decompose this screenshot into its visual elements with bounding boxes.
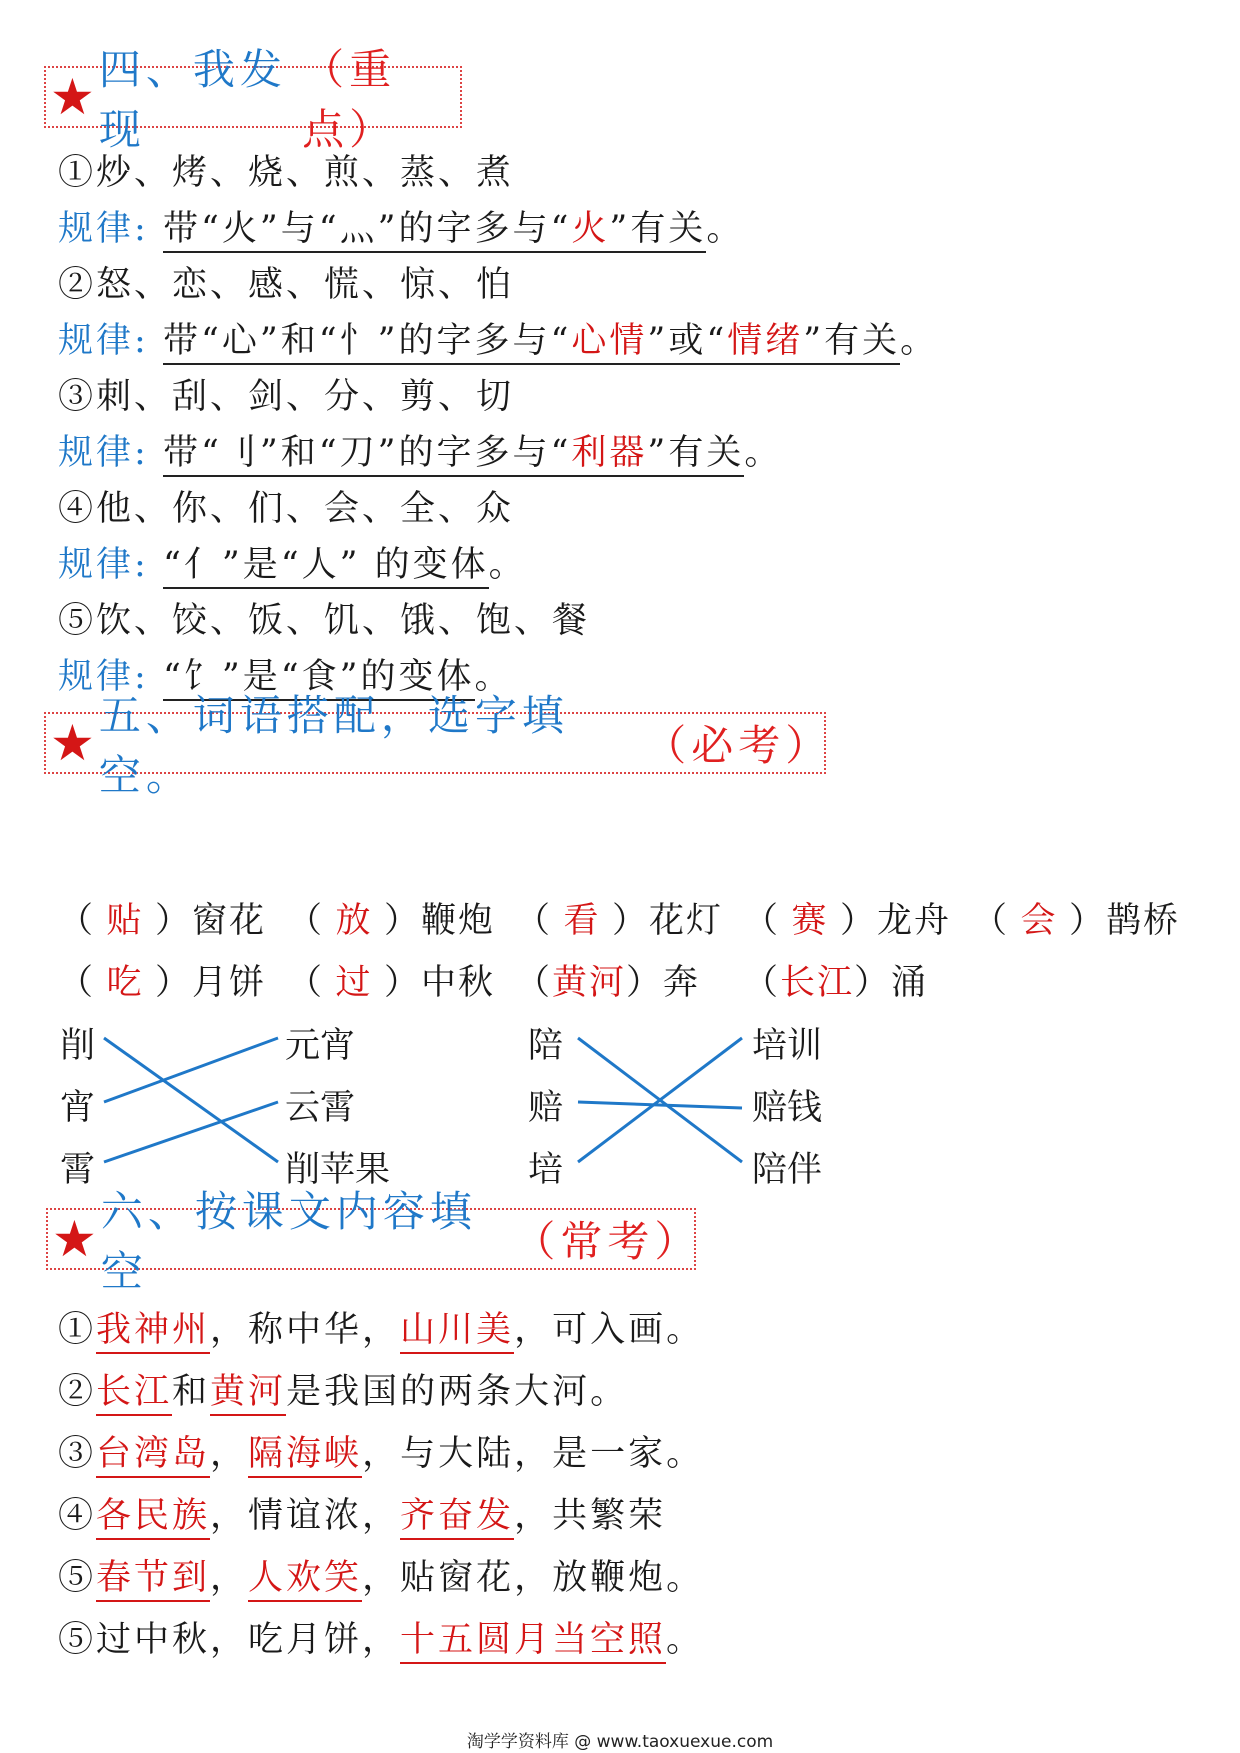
- rule-text: “饣”是“食”的变体: [163, 657, 475, 701]
- star-icon: ★: [50, 68, 95, 126]
- section-title: 五、词语搭配，选字填空。: [98, 691, 569, 800]
- rule-label: 规律:: [58, 545, 149, 585]
- section-tag: （重点）: [302, 45, 397, 154]
- char-group-3: ③刺、刮、剑、分、剪、切: [58, 377, 515, 417]
- line-text: ，贴窗花，放鞭炮。: [362, 1558, 705, 1598]
- char-group-5: ⑤饮、饺、饭、饥、饿、饱、餐: [58, 601, 591, 641]
- section4-header: [44, 45, 462, 154]
- recitation-line: [58, 1615, 704, 1665]
- section6-header: [46, 1187, 702, 1296]
- fill-item: （ 看 ）花灯: [515, 901, 724, 941]
- line-text: ，与大陆，是一家。: [362, 1434, 705, 1474]
- recitation-line: [58, 1553, 704, 1603]
- rule-2: 规律: 带“心”和“忄”的字多与“心情”或“情绪”有关。: [58, 316, 938, 366]
- answer-text: 十五圆月当空照: [400, 1620, 666, 1664]
- match-line: [578, 1038, 742, 1162]
- char-group-1: ①炒、烤、烧、煎、蒸、煮: [58, 153, 515, 193]
- answer-text: 山川美: [400, 1310, 514, 1354]
- match-right-word: 培训: [752, 1026, 823, 1066]
- rule-label: 规律:: [58, 433, 149, 473]
- match-line: [104, 1038, 278, 1102]
- fill-item: （长江）涌: [743, 963, 929, 1003]
- match-right-word: 元宵: [285, 1026, 356, 1066]
- answer-text: 我神州: [96, 1310, 210, 1354]
- char-group-4: ④他、你、们、会、全、众: [58, 489, 515, 529]
- line-text: ，: [210, 1558, 249, 1598]
- match-left-char: 赔: [528, 1088, 564, 1128]
- char-group-2: ②怒、恋、感、慌、惊、怕: [58, 265, 515, 305]
- rule-4: 规律: “亻”是“人” 的变体。: [58, 540, 527, 590]
- match-line: [578, 1102, 742, 1108]
- section-tag: （常考）: [513, 1217, 702, 1266]
- answer-text: 台湾岛: [96, 1434, 210, 1478]
- star-icon: ★: [52, 1210, 97, 1268]
- rule-1: 规律: 带“火”与“灬”的字多与“火”有关。: [58, 204, 744, 254]
- match-line: [104, 1102, 278, 1162]
- line-text: ，共繁荣: [514, 1496, 667, 1536]
- match-right-word: 赔钱: [752, 1088, 823, 1128]
- fill-item: （ 放 ）鞭炮: [287, 901, 496, 941]
- rule-text: “亻”是“人” 的变体: [163, 545, 489, 589]
- section5-header: [44, 691, 833, 800]
- recitation-line: [58, 1367, 628, 1417]
- rule-text: 带“心”和“忄”的字多与“心情”或“情绪”有关: [163, 321, 900, 365]
- rule-5: 规律: “饣”是“食”的变体。: [58, 652, 513, 702]
- section-title: 四、我发现: [98, 45, 287, 154]
- answer-text: 春节到: [96, 1558, 210, 1602]
- line-number: ⑤: [58, 1620, 97, 1660]
- line-number: ②: [58, 1372, 97, 1412]
- line-number: ③: [58, 1434, 97, 1474]
- line-text: ，情谊浓，: [210, 1496, 401, 1536]
- section-title: 六、按课文内容填空: [100, 1187, 477, 1296]
- match-left-char: 培: [528, 1150, 564, 1190]
- answer-text: 人欢笑: [248, 1558, 362, 1602]
- answer-text: 各民族: [96, 1496, 210, 1540]
- recitation-line: [58, 1491, 666, 1541]
- match-right-word: 削苹果: [285, 1150, 391, 1190]
- answer-text: 长江: [96, 1372, 172, 1416]
- line-number: ①: [58, 1310, 97, 1350]
- line-number: ⑤: [58, 1558, 97, 1598]
- match-left-char: 削: [60, 1026, 96, 1066]
- fill-item: （ 赛 ）龙舟: [743, 901, 952, 941]
- rule-label: 规律:: [58, 321, 149, 361]
- line-number: ④: [58, 1496, 97, 1536]
- star-icon: ★: [50, 714, 95, 772]
- match-right-word: 陪伴: [752, 1150, 823, 1190]
- line-text: 。: [666, 1620, 705, 1660]
- match-line: [578, 1038, 742, 1162]
- line-text: ，: [210, 1434, 249, 1474]
- line-text: ，称中华，: [210, 1310, 401, 1350]
- match-left-char: 霄: [60, 1150, 96, 1190]
- rule-text: 带“火”与“灬”的字多与“火”有关: [163, 209, 706, 253]
- line-text: 是我国的两条大河。: [286, 1372, 629, 1412]
- recitation-line: [58, 1429, 704, 1479]
- rule-label: 规律:: [58, 657, 149, 697]
- fill-item: （ 会 ）鹊桥: [972, 901, 1181, 941]
- fill-item: （黄河）奔: [515, 963, 701, 1003]
- answer-text: 隔海峡: [248, 1434, 362, 1478]
- rule-3: 规律: 带“刂”和“刀”的字多与“利器”有关。: [58, 428, 782, 478]
- line-text: ，可入画。: [514, 1310, 705, 1350]
- line-text: 和: [172, 1372, 211, 1412]
- answer-text: 黄河: [210, 1372, 286, 1416]
- recitation-line: [58, 1305, 704, 1355]
- match-left-char: 宵: [60, 1088, 96, 1128]
- match-right-word: 云霄: [285, 1088, 356, 1128]
- rule-text: 带“刂”和“刀”的字多与“利器”有关: [163, 433, 744, 477]
- answer-text: 齐奋发: [400, 1496, 514, 1540]
- line-text: 过中秋，吃月饼，: [96, 1620, 401, 1660]
- section-tag: （必考）: [644, 721, 833, 770]
- match-left-char: 陪: [528, 1026, 564, 1066]
- fill-item: （ 过 ）中秋: [287, 963, 496, 1003]
- match-line: [104, 1038, 278, 1162]
- fill-item: （ 吃 ）月饼: [58, 963, 267, 1003]
- rule-label: 规律:: [58, 209, 149, 249]
- fill-item: （ 贴 ）窗花: [58, 901, 267, 941]
- footer-watermark: 淘学学资料库 @ www.taoxuexue.com: [466, 1732, 774, 1752]
